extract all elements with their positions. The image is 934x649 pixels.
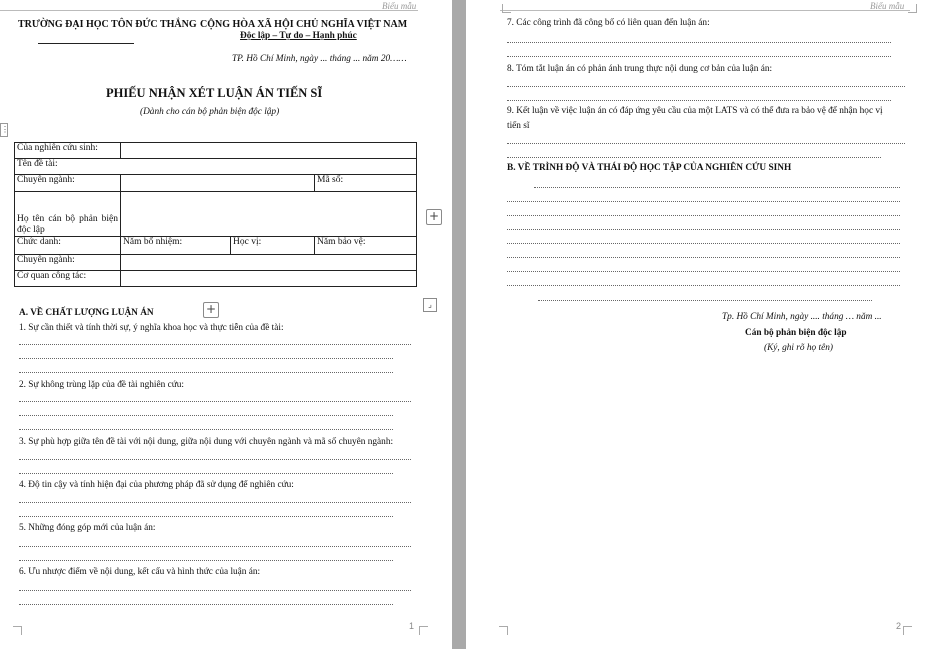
answer-line[interactable] [507,271,900,272]
table-row [15,255,417,271]
question-5: 5. Những đóng góp mới của luận án: [19,523,156,533]
page-number: 2 [896,621,902,631]
major-cell[interactable] [121,175,315,192]
answer-line[interactable] [19,502,411,503]
signer-title: Cán bộ phản biện độc lập [745,328,847,338]
header-form-tag: Biểu mẫu [870,1,905,11]
answer-line[interactable] [507,243,900,244]
answer-line[interactable] [507,143,905,144]
question-7: 7. Các công trình đã công bố có liên quan đến luận án: [507,18,710,28]
question-3: 3. Sự phù hợp giữa tên đề tài với nội dung, giữa nội dung với chuyên ngành và mã số chuyên ngành: [19,437,394,447]
section-b-heading: B. VỀ TRÌNH ĐỘ VÀ THÁI ĐỘ HỌC TẬP CỦA NGHIÊN CỨU SINH [507,163,792,173]
margin-mark [903,626,912,635]
answer-line[interactable] [507,86,905,87]
answer-line[interactable] [507,229,900,230]
answer-line[interactable] [507,257,900,258]
header-rule [0,10,418,11]
document-page-2 [466,0,934,649]
year-defended-label[interactable]: Năm bảo vệ: [315,237,417,255]
answer-line[interactable] [19,358,393,359]
question-4: 4. Độ tin cậy và tính hiện đại của phương pháp đã sử dụng để nghiên cứu: [19,480,294,490]
table-row [15,159,417,175]
margin-mark [13,626,22,635]
year-appointed-label[interactable]: Năm bổ nhiệm: [121,237,231,255]
question-9-continued: tiến sĩ [507,121,530,131]
answer-line[interactable] [19,344,411,345]
question-6: 6. Ưu nhược điểm về nội dung, kết cấu và hình thức của luận án: [19,567,261,577]
info-table [14,142,417,287]
document-page-1 [0,0,452,649]
table-row [15,271,417,287]
signer-note: (Ký, ghi rõ họ tên) [764,343,833,353]
answer-line[interactable] [507,157,881,158]
answer-line[interactable] [19,473,393,474]
thesis-title-label[interactable]: Tên đề tài: [15,159,417,175]
page-number: 1 [409,621,415,631]
answer-line[interactable] [507,201,900,202]
question-1: 1. Sự cần thiết và tính thời sự, ý nghĩa khoa học và thực tiễn của đề tài: [19,323,284,333]
table-move-handle[interactable] [0,123,8,137]
answer-line[interactable] [507,56,891,57]
margin-mark [502,4,511,13]
reviewer-name-label: Họ tên cán bộ phản biện độc lập [15,192,121,237]
table-row [15,192,417,237]
resize-icon: ⌟ [428,300,432,309]
answer-line[interactable] [19,429,393,430]
table-row [15,143,417,159]
answer-line[interactable] [19,415,393,416]
position-label[interactable]: Chức danh: [15,237,121,255]
table-row [15,237,417,255]
answer-line[interactable] [19,516,393,517]
table-row [15,175,417,192]
table-resize-handle[interactable] [423,298,437,312]
margin-mark [419,626,428,635]
form-title: PHIẾU NHẬN XÉT LUẬN ÁN TIẾN SĨ [106,86,323,100]
workplace-label: Cơ quan công tác: [15,271,121,287]
major-label: Chuyên ngành: [15,175,121,192]
answer-line[interactable] [507,215,900,216]
header-form-tag: Biểu mẫu [382,1,417,11]
place-date: TP. Hồ Chí Minh, ngày ... tháng ... năm 20…… [232,54,407,64]
answer-line[interactable] [19,372,393,373]
answer-line[interactable] [19,604,393,605]
answer-line[interactable] [538,300,872,301]
move-icon: ⋮ [1,125,9,134]
answer-line[interactable] [19,401,411,402]
answer-line[interactable] [19,546,411,547]
add-icon: + [205,302,217,316]
add-row-button[interactable] [203,302,219,318]
sign-place-date: Tp. Hồ Chí Minh, ngày .... tháng … năm ... [722,312,882,322]
answer-line[interactable] [507,100,891,101]
answer-line[interactable] [507,42,891,43]
workplace-cell[interactable] [121,271,417,287]
answer-line[interactable] [534,187,900,188]
student-name-label: Của nghiên cứu sinh: [15,143,121,159]
answer-line[interactable] [507,285,900,286]
student-name-cell[interactable] [121,143,417,159]
margin-mark [908,4,917,13]
answer-line[interactable] [19,560,393,561]
question-2: 2. Sự không trùng lặp của đề tài nghiên cứu: [19,380,184,390]
nation-name: CỘNG HÒA XÃ HỘI CHỦ NGHĨA VIỆT NAM [200,19,408,30]
answer-line[interactable] [19,590,411,591]
margin-mark [499,626,508,635]
school-underline [38,43,134,44]
add-icon: + [428,209,440,223]
reviewer-major-cell[interactable] [121,255,417,271]
section-a-heading: A. VỀ CHẤT LƯỢNG LUẬN ÁN [19,308,154,318]
question-8: 8. Tóm tắt luận án có phản ánh trung thực nội dung cơ bản của luận án: [507,64,773,74]
code-label[interactable]: Mã số: [315,175,417,192]
school-name: TRƯỜNG ĐẠI HỌC TÔN ĐỨC THẮNG [18,19,197,30]
nation-motto: Độc lập – Tự do – Hạnh phúc [240,31,357,41]
header-rule [500,10,910,11]
degree-label[interactable]: Học vị: [231,237,315,255]
add-column-button[interactable] [426,209,442,225]
answer-line[interactable] [19,459,411,460]
form-subtitle: (Dành cho cán bộ phản biện độc lập) [140,107,280,117]
reviewer-name-cell[interactable] [121,192,417,237]
reviewer-major-label: Chuyên ngành: [15,255,121,271]
question-9: 9. Kết luận về việc luận án có đáp ứng yêu cầu của một LATS và có thể đưa ra bảo vệ để nhận học vị [507,106,883,116]
